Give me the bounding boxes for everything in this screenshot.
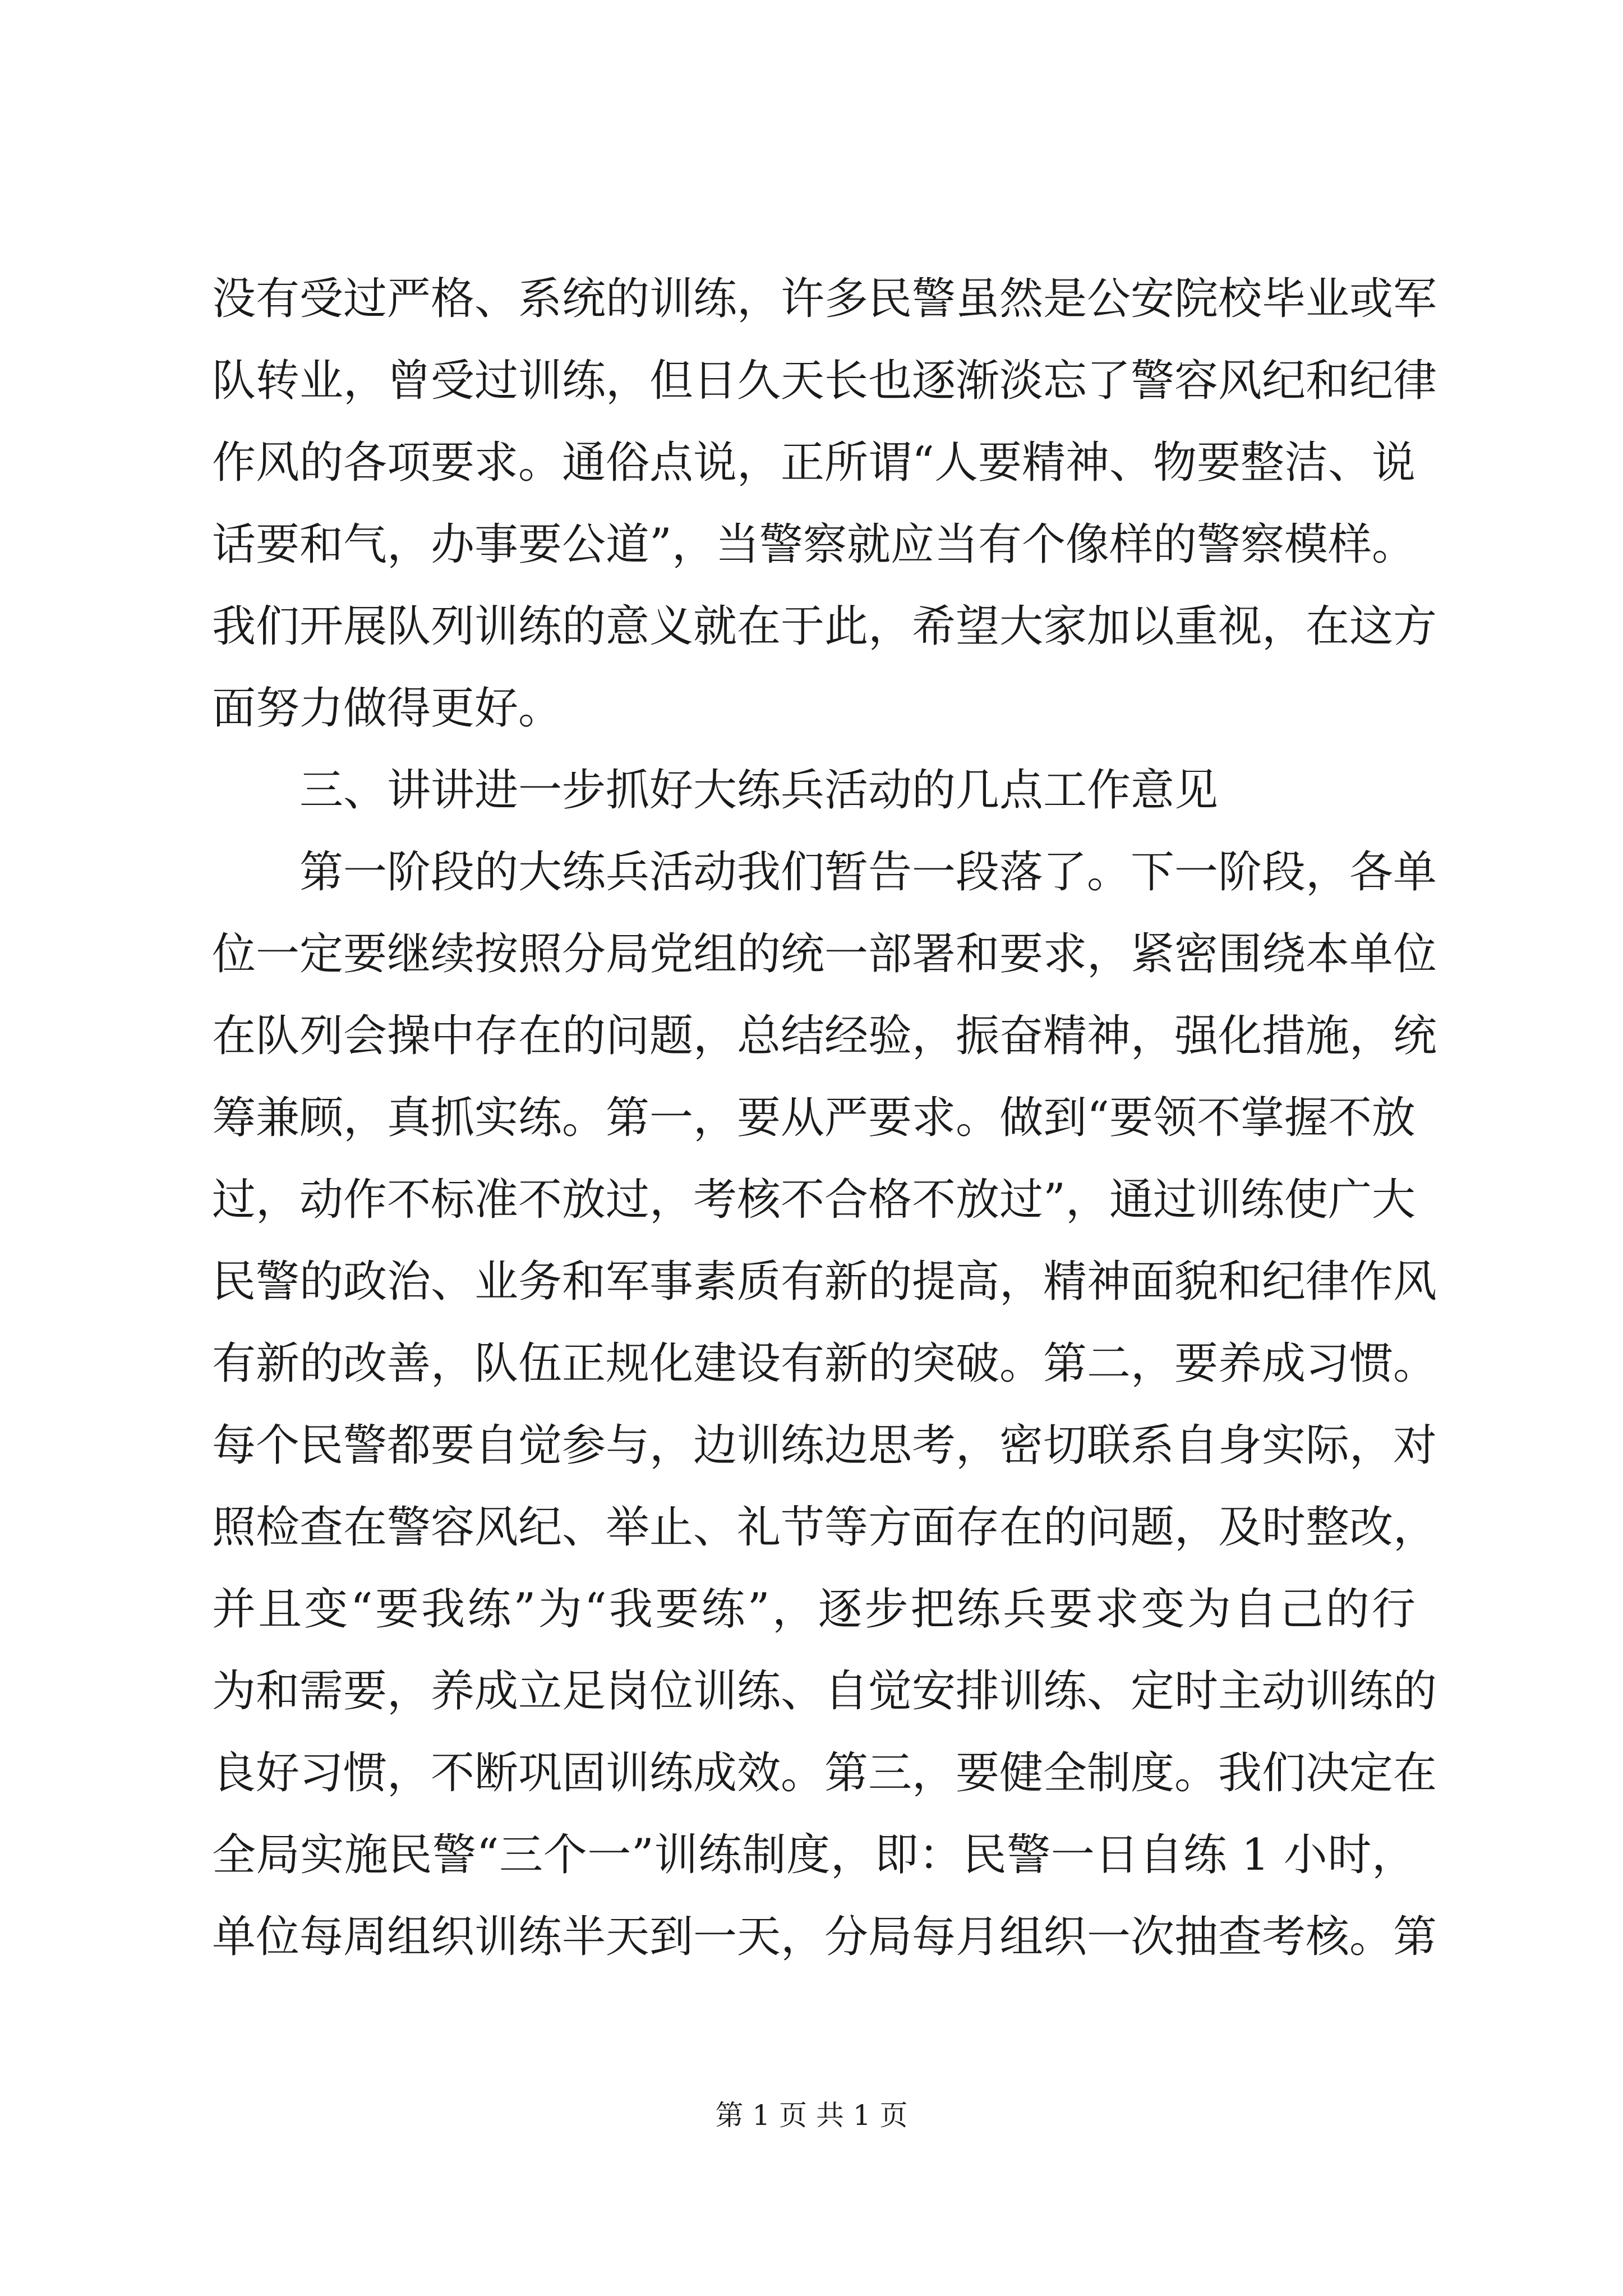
text-line: 民警的政治、业务和军事素质有新的提高，精神面貌和纪律作风 bbox=[212, 1257, 1437, 1307]
text-line: 面努力做得更好。 bbox=[212, 683, 562, 734]
page-footer bbox=[0, 2096, 1623, 2135]
text-line: 第一阶段的大练兵活动我们暂告一段落了。下一阶段，各单 bbox=[299, 847, 1437, 898]
page-number: 第 1 页 共 1 页 bbox=[715, 2099, 908, 2132]
text-line: 没有受过严格、系统的训练，许多民警虽然是公安院校毕业或军 bbox=[212, 274, 1437, 324]
text-line: 我们开展队列训练的意义就在于此，希望大家加以重视，在这方 bbox=[212, 601, 1437, 652]
text-line: 过，动作不标准不放过，考核不合格不放过”，通过训练使广大 bbox=[212, 1175, 1415, 1225]
body-text bbox=[212, 258, 1437, 1978]
text-line: 作风的各项要求。通俗点说，正所谓“人要精神、物要整洁、说 bbox=[212, 438, 1415, 488]
text-line: 为和需要，养成立足岗位训练、自觉安排训练、定时主动训练的 bbox=[212, 1666, 1437, 1717]
text-line: 位一定要继续按照分局党组的统一部署和要求，紧密围绕本单位 bbox=[212, 929, 1437, 979]
text-line: 有新的改善，队伍正规化建设有新的突破。第二，要养成习惯。 bbox=[212, 1338, 1437, 1389]
text-line: 良好习惯，不断巩固训练成效。第三，要健全制度。我们决定在 bbox=[212, 1748, 1437, 1798]
text-line: 队转业，曾受过训练，但日久天长也逐渐淡忘了警容风纪和纪律 bbox=[212, 356, 1437, 406]
text-line: 每个民警都要自觉参与，边训练边思考，密切联系自身实际，对 bbox=[212, 1420, 1437, 1471]
text-line: 话要和气，办事要公道”，当警察就应当有个像样的警察模样。 bbox=[212, 519, 1415, 570]
text-line: 筹兼顾，真抓实练。第一，要从严要求。做到“要领不掌握不放 bbox=[212, 1093, 1415, 1143]
text-line: 照检查在警容风纪、举止、礼节等方面存在的问题，及时整改， bbox=[212, 1502, 1437, 1553]
text-line: 单位每周组织训练半天到一天，分局每月组织一次抽查考核。第 bbox=[212, 1912, 1437, 1962]
text-line: 在队列会操中存在的问题，总结经验，振奋精神，强化措施，统 bbox=[212, 1011, 1437, 1061]
section-heading: 三、讲讲进一步抓好大练兵活动的几点工作意见 bbox=[299, 765, 1219, 816]
text-line: 并且变“要我练”为“我要练”，逐步把练兵要求变为自己的行 bbox=[212, 1584, 1415, 1635]
text-line: 全局实施民警“三个一”训练制度，即：民警一日自练 1 小时， bbox=[212, 1830, 1415, 1880]
